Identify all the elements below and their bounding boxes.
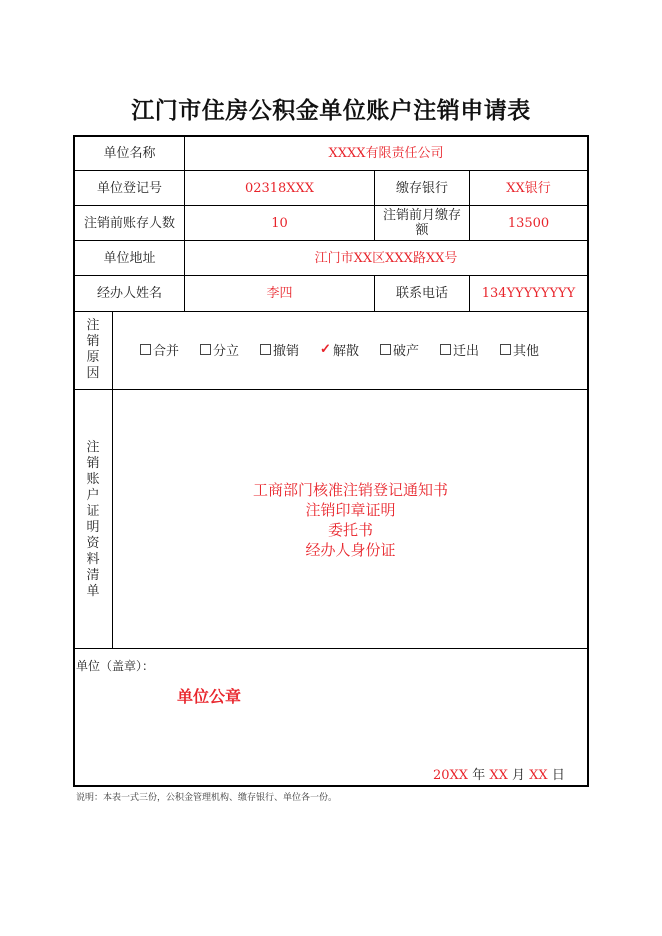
reason-option[interactable] [320, 340, 359, 359]
document-item: 委托书 [327, 521, 373, 539]
reason-option[interactable] [500, 340, 539, 359]
reason-options [140, 340, 560, 359]
reason-option[interactable] [380, 340, 419, 359]
checkbox-icon[interactable] [200, 344, 211, 355]
reason-option-label: 破产 [392, 344, 419, 359]
reason-option[interactable] [140, 340, 179, 359]
checkbox-icon[interactable] [260, 344, 271, 355]
last-month-amount-value[interactable]: 13500 [507, 215, 550, 231]
row-divider [73, 311, 588, 312]
address-value[interactable]: 江门市XX区XXX路XX号 [314, 250, 458, 266]
checkbox-icon[interactable] [140, 344, 151, 355]
reason-option-label: 其他 [513, 344, 540, 359]
unit-name-value[interactable]: XXXX有限责任公司 [328, 146, 444, 161]
bank-value[interactable]: XX银行 [506, 180, 551, 196]
seal-label: 单位（盖章）： [76, 659, 155, 673]
checkbox-icon[interactable] [440, 344, 451, 355]
date-year[interactable]: 20XX [433, 768, 469, 783]
headcount-label: 注销前账存人数 [83, 215, 175, 231]
document-item: 经办人身份证 [305, 541, 396, 559]
reg-no-value[interactable]: 02318XXX [244, 180, 315, 196]
checkbox-icon[interactable] [500, 344, 511, 355]
footnote: 说明：本表一式三份，公积金管理机构、缴存银行、单位各一份。 [76, 793, 338, 803]
phone-value[interactable]: 134YYYYYYYY [481, 286, 576, 301]
table-border-bottom [73, 785, 589, 787]
reason-option-label: 解散 [332, 344, 359, 359]
phone-label: 联系电话 [395, 286, 448, 301]
last-month-amount-label: 注销前月缴存额 [382, 208, 461, 238]
date-day-unit: 日 [551, 768, 565, 783]
row-divider [73, 648, 588, 649]
bank-label: 缴存银行 [395, 180, 448, 196]
form-title: 江门市住房公积金单位账户注销申请表 [131, 98, 531, 124]
checkbox-icon[interactable] [380, 344, 391, 355]
date-day[interactable]: XX [529, 768, 548, 783]
row-divider [73, 389, 588, 390]
date-month[interactable]: XX [489, 768, 508, 783]
unit-stamp: 单位公章 [177, 687, 242, 706]
document-list [114, 480, 587, 560]
reason-option-label: 合并 [153, 344, 180, 359]
date-year-unit: 年 [472, 768, 486, 783]
handler-value[interactable]: 李四 [266, 286, 293, 301]
docs-label: 注 销 账 户 证 明 资 料 清 单 [86, 440, 100, 599]
checkmark-icon[interactable]: ✓ [320, 342, 331, 357]
reason-option-label: 迁出 [452, 344, 479, 359]
date-line [433, 764, 565, 783]
reason-option-label: 撤销 [273, 344, 300, 359]
headcount-value[interactable]: 10 [271, 215, 288, 231]
reason-option[interactable] [260, 340, 299, 359]
document-item: 注销印章证明 [305, 501, 396, 519]
reason-label: 注 销 原 因 [86, 318, 100, 381]
reason-option-label: 分立 [213, 344, 240, 359]
reason-option[interactable] [200, 340, 239, 359]
reason-option[interactable] [440, 340, 479, 359]
table-border-right [587, 135, 589, 787]
reg-no-label: 单位登记号 [96, 180, 162, 196]
handler-label: 经办人姓名 [96, 286, 162, 301]
document-item: 工商部门核准注销登记通知书 [252, 481, 448, 499]
date-month-unit: 月 [512, 768, 526, 783]
col-divider [112, 311, 113, 649]
address-label: 单位地址 [103, 250, 156, 266]
unit-name-label: 单位名称 [103, 146, 156, 161]
